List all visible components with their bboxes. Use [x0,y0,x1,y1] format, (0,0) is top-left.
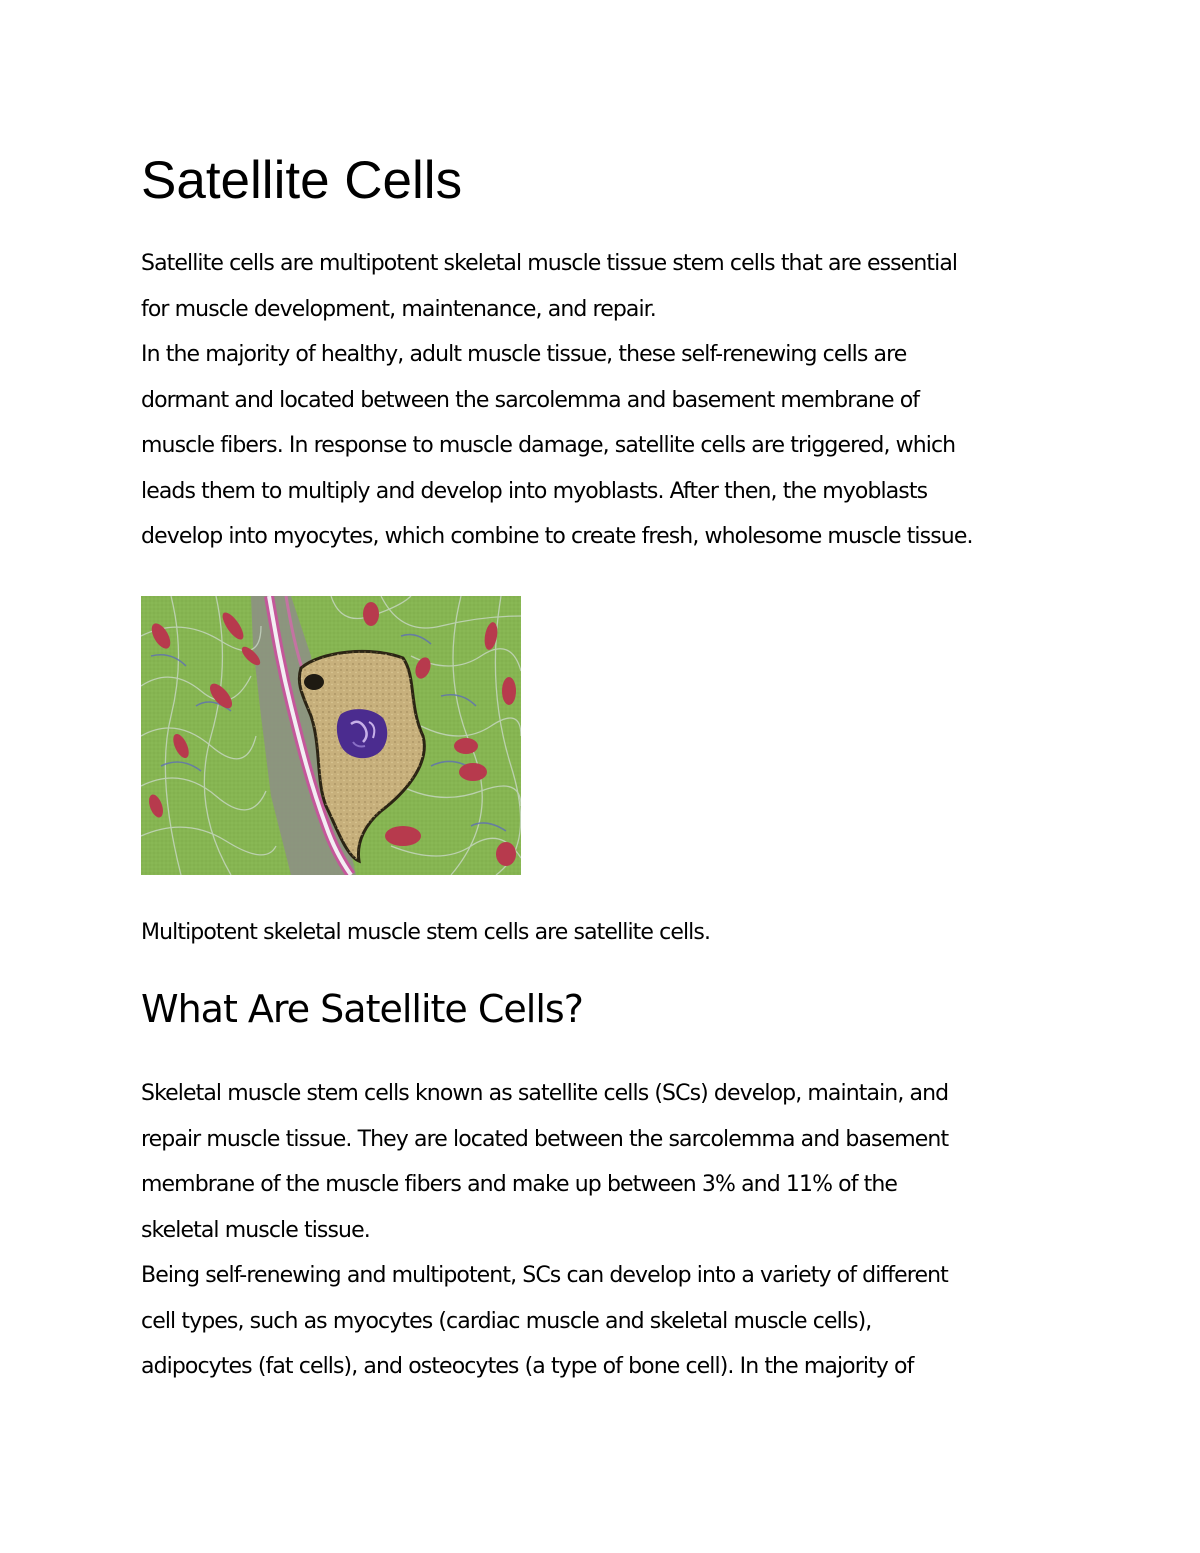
text-line: for muscle development, maintenance, and repair. [141,296,656,322]
micrograph-image [141,596,521,875]
text-line: dormant and located between the sarcolemma and basement membrane of [141,387,920,413]
section-heading: What Are Satellite Cells? [141,987,583,1031]
text-line: In the majority of healthy, adult muscle tissue, these self-renewing cells are [141,342,907,367]
text-line: skeletal muscle tissue. [141,1217,370,1243]
text-line: repair muscle tissue. They are located between the sarcolemma and basement [141,1126,949,1152]
text-line: develop into myocytes, which combine to create fresh, wholesome muscle tissue. [141,524,973,549]
text-line: membrane of the muscle fibers and make up between 3% and 11% of the [141,1172,898,1197]
text-line: muscle fibers. In response to muscle damage, satellite cells are triggered, which [141,433,956,458]
text-line: cell types, such as myocytes (cardiac muscle and skeletal muscle cells), [141,1308,872,1334]
page-title: Satellite Cells [141,151,463,210]
text-line: Satellite cells are multipotent skeletal muscle tissue stem cells that are essential [141,251,958,276]
intro-paragraph [141,241,1081,560]
text-line: adipocytes (fat cells), and osteocytes (a type of bone cell). In the majority of [141,1354,914,1379]
section-paragraph [141,1071,1081,1390]
figure-caption: Multipotent skeletal muscle stem cells are satellite cells. [141,920,711,945]
text-line: Skeletal muscle stem cells known as satellite cells (SCs) develop, maintain, and [141,1081,949,1106]
text-line: leads them to multiply and develop into myoblasts. After then, the myoblasts [141,478,928,504]
satellite-cell-micrograph [141,596,521,875]
text-line: Being self-renewing and multipotent, SCs can develop into a variety of different [141,1263,948,1288]
